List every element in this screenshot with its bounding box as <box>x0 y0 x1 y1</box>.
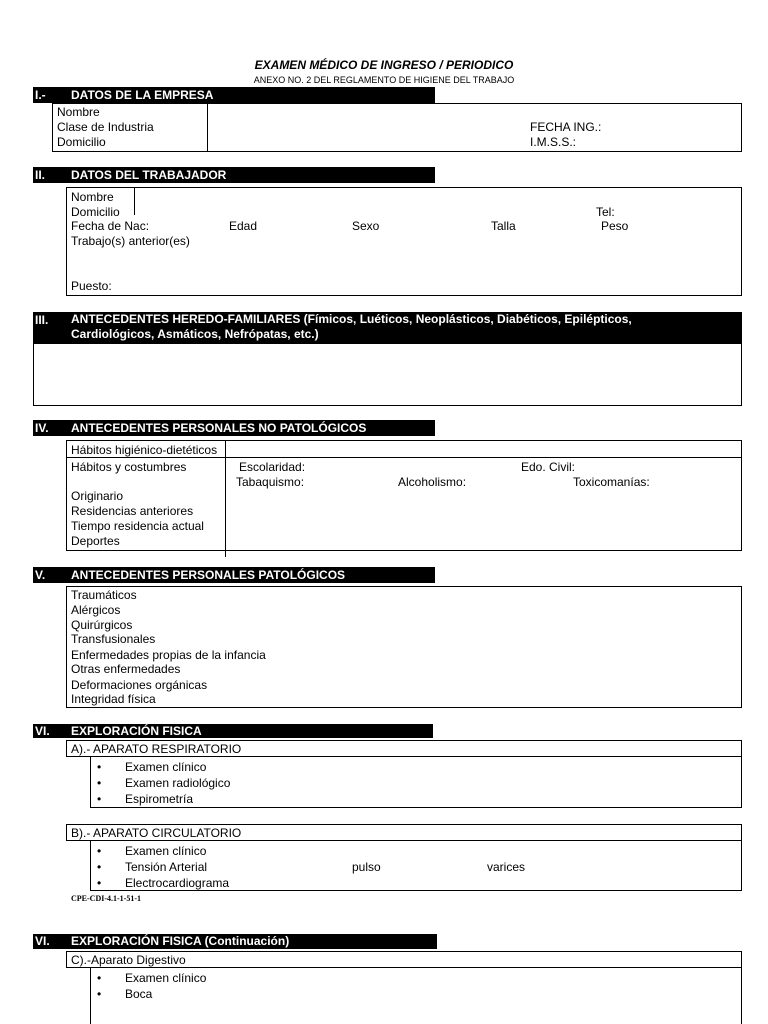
worker-address-label: Domicilio <box>71 205 120 219</box>
divider <box>225 440 226 557</box>
list-item: Enfermedades propias de la infancia <box>71 648 266 662</box>
divider <box>741 968 742 1024</box>
list-item: Electrocardiograma <box>125 876 230 890</box>
list-item: Integridad física <box>71 692 156 706</box>
section-6-title: EXPLORACIÓN FISICA <box>71 724 202 738</box>
bullet-icon: • <box>97 860 102 874</box>
origin-label: Originario <box>71 489 124 503</box>
section-6-header <box>33 724 433 738</box>
divider <box>207 103 208 152</box>
section-6-continued-title: EXPLORACIÓN FISICA (Continuación) <box>71 934 290 948</box>
list-item: Traumáticos <box>71 588 137 602</box>
sports-label: Deportes <box>71 534 120 548</box>
worker-name-label: Nombre <box>71 190 114 204</box>
position-label: Puesto: <box>71 279 112 293</box>
bullet-icon: • <box>97 776 102 790</box>
schooling-label: Escolaridad: <box>239 460 306 474</box>
list-item: Examen clínico <box>125 844 207 858</box>
page-subtitle: ANEXO NO. 2 DEL REGLAMENTO DE HIGIENE DEL TRABAJO <box>253 75 515 85</box>
list-item: Quirúrgicos <box>71 618 133 632</box>
birth-date-label: Fecha de Nac: <box>71 219 150 233</box>
subsection-b-title: B).- APARATO CIRCULATORIO <box>71 826 242 840</box>
section-3-number: III. <box>35 313 49 327</box>
bullet-icon: • <box>97 971 102 985</box>
previous-residences-label: Residencias anteriores <box>71 504 194 518</box>
residence-time-label: Tiempo residencia actual <box>71 519 204 533</box>
height-label: Talla <box>491 219 516 233</box>
divider <box>66 457 742 458</box>
alcoholism-label: Alcoholismo: <box>398 475 467 489</box>
section-2-title: DATOS DEL TRABAJADOR <box>71 168 227 182</box>
age-label: Edad <box>229 219 258 233</box>
section-4-header <box>33 420 435 436</box>
phone-label: Tel: <box>596 205 615 219</box>
pulse-label: pulso <box>352 860 381 874</box>
list-item: Examen clínico <box>125 760 207 774</box>
varices-label: varices <box>487 860 526 874</box>
section-5-title: ANTECEDENTES PERSONALES PATOLÓGICOS <box>71 568 346 582</box>
section-4-title: ANTECEDENTES PERSONALES NO PATOLÓGICOS <box>71 421 367 435</box>
subsection-a-title: A).- APARATO RESPIRATORIO <box>71 742 242 756</box>
section-3-title-line1: ANTECEDENTES HEREDO-FAMILIARES (Fímicos, Luéticos, Neoplásticos, Diabéticos, Epilépticos, <box>71 312 632 326</box>
section-6-number: VI. <box>35 724 50 738</box>
section-2-header <box>33 167 435 183</box>
sex-label: Sexo <box>352 219 380 233</box>
weight-label: Peso <box>601 219 629 233</box>
list-item: Tensión Arterial <box>125 860 208 874</box>
imss-label: I.M.S.S.: <box>530 135 577 149</box>
bullet-icon: • <box>97 792 102 806</box>
smoking-label: Tabaquismo: <box>236 475 305 489</box>
bullet-icon: • <box>97 987 102 1001</box>
subsection-c-title: C).-Aparato Digestivo <box>71 953 186 967</box>
marital-status-label: Edo. Civil: <box>521 460 576 474</box>
bullet-icon: • <box>97 844 102 858</box>
section-3-title-line2: Cardiológicos, Asmáticos, Nefrópatas, etc.) <box>71 327 319 341</box>
list-item: Otras enfermedades <box>71 662 181 676</box>
list-item: Deformaciones orgánicas <box>71 678 208 692</box>
list-item: Examen radiológico <box>125 776 231 790</box>
drug-addiction-label: Toxicomanías: <box>573 475 650 489</box>
section-6-continued-header <box>33 934 437 949</box>
section-3-header <box>33 312 742 343</box>
bullet-icon: • <box>97 876 102 890</box>
form-code: CPE-CDI-4.1-1-51-1 <box>71 894 141 903</box>
list-item: Examen clínico <box>125 971 207 985</box>
section-1-header <box>33 87 435 103</box>
section-1-title: DATOS DE LA EMPRESA <box>71 88 214 102</box>
divider <box>134 187 135 215</box>
section-1-box <box>52 103 742 152</box>
divider <box>90 968 91 1024</box>
section-1-number: I.- <box>35 88 46 102</box>
industry-label: Clase de Industria <box>57 120 154 134</box>
bullet-icon: • <box>97 760 102 774</box>
page-title: EXAMEN MÉDICO DE INGRESO / PERIODICO <box>254 58 514 72</box>
list-item: Transfusionales <box>71 632 156 646</box>
company-name-label: Nombre <box>57 105 100 119</box>
company-address-label: Domicilio <box>57 135 106 149</box>
section-6-continued-number: VI. <box>35 934 50 948</box>
section-5-header <box>33 567 435 583</box>
customs-label: Hábitos y costumbres <box>71 460 187 474</box>
section-3-box <box>33 343 742 406</box>
previous-jobs-label: Trabajo(s) anterior(es) <box>71 234 190 248</box>
list-item: Alérgicos <box>71 603 121 617</box>
list-item: Espirometría <box>125 792 194 806</box>
section-4-number: IV. <box>35 421 49 435</box>
hire-date-label: FECHA ING.: <box>530 120 602 134</box>
list-item: Boca <box>125 987 153 1001</box>
section-5-number: V. <box>35 568 46 582</box>
section-2-number: II. <box>35 168 46 182</box>
hygiene-habits-label: Hábitos higiénico-dietéticos <box>71 443 218 457</box>
